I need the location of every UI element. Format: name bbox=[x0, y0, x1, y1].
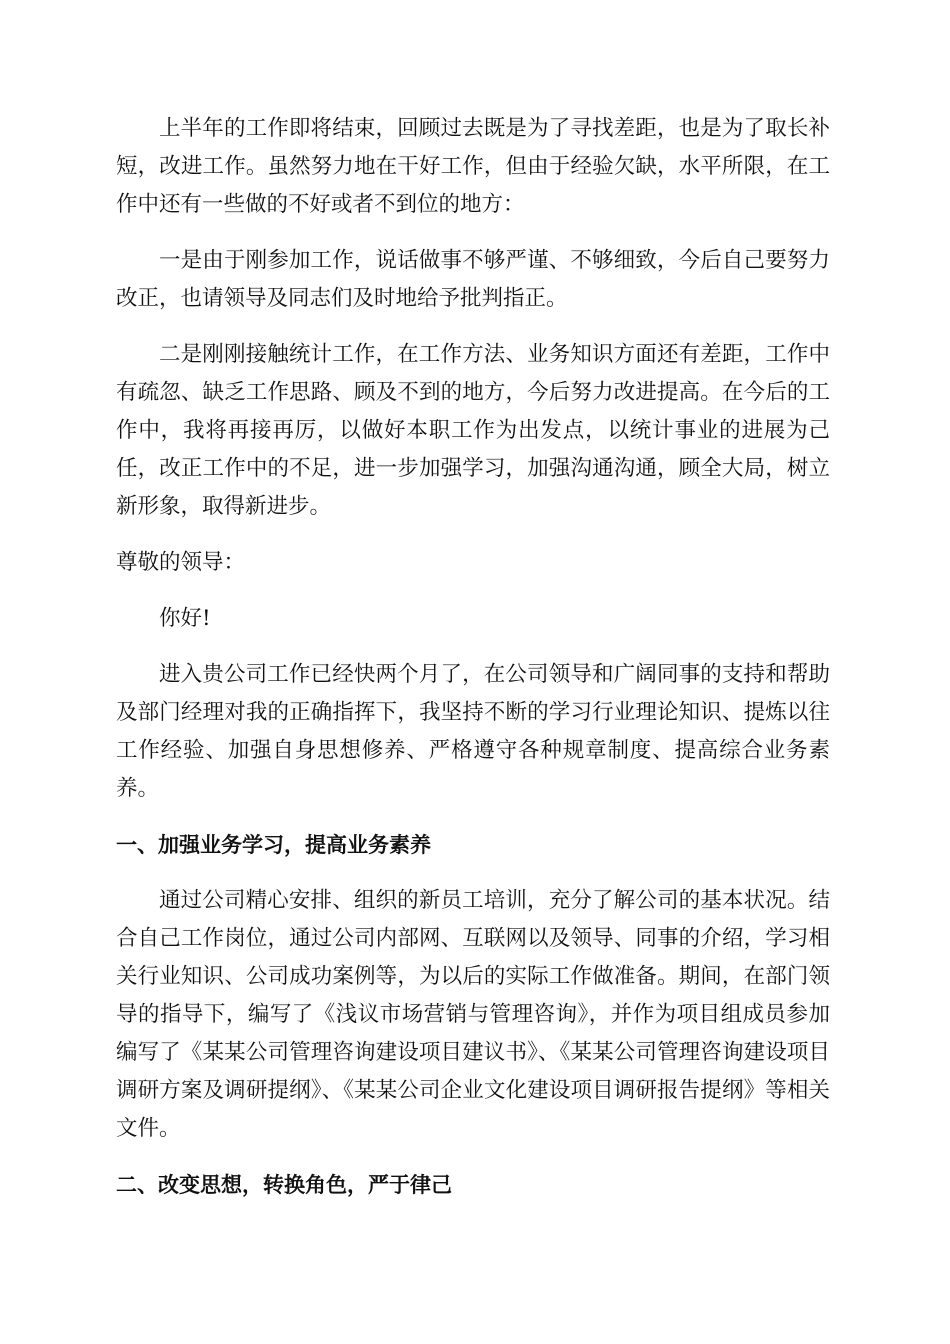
section-heading-1: 一、加强业务学习，提高业务素养 bbox=[116, 833, 431, 857]
paragraph-point-one: 一是由于刚参加工作，说话做事不够严谨、不够细致，今后自己要努力改正，也请领导及同志们及时地给予批判指正。 bbox=[116, 248, 830, 311]
paragraph-intro: 进入贵公司工作已经快两个月了，在公司领导和广阔同事的支持和帮助及部门经理对我的正确指挥下，我坚持不断的学习行业理论知识、提炼以往工作经验、加强自身思想修养、严格遵守各种规章制度、提高综合业务素养。 bbox=[116, 662, 830, 801]
section-heading-2: 二、改变思想，转换角色，严于律己 bbox=[116, 1173, 452, 1197]
paragraph-point-two: 二是刚刚接触统计工作，在工作方法、业务知识方面还有差距，工作中有疏忽、缺乏工作思路、顾及不到的地方，今后努力改进提高。在今后的工作中，我将再接再厉，以做好本职工作为出发点，以统计事业的进展为己任，改正工作中的不足，进一步加强学习，加强沟通沟通，顾全大局，树立新形象，取得新进步。 bbox=[116, 342, 830, 519]
paragraph-section-1: 通过公司精心安排、组织的新员工培训，充分了解公司的基本状况。结合自己工作岗位，通过公司内部网、互联网以及领导、同事的介绍，学习相关行业知识、公司成功案例等，为以后的实际工作做准备。期间，在部门领导的指导下，编写了《浅议市场营销与管理咨询》，并作为项目组成员参加编写了《某某公司管理咨询建设项目建议书》、《某某公司管理咨询建设项目调研方案及调研提纲》、《某某公司企业文化建设项目调研报告提纲》等相关文件。 bbox=[116, 888, 830, 1141]
salutation: 尊敬的领导： bbox=[116, 550, 246, 575]
paragraph-review: 上半年的工作即将结束，回顾过去既是为了寻找差距，也是为了取长补短，改进工作。虽然努力地在干好工作，但由于经验欠缺，水平所限，在工作中还有一些做的不好或者不到位的地方： bbox=[116, 116, 830, 217]
document-page bbox=[116, 110, 830, 1222]
greeting: 你好! bbox=[159, 606, 211, 631]
